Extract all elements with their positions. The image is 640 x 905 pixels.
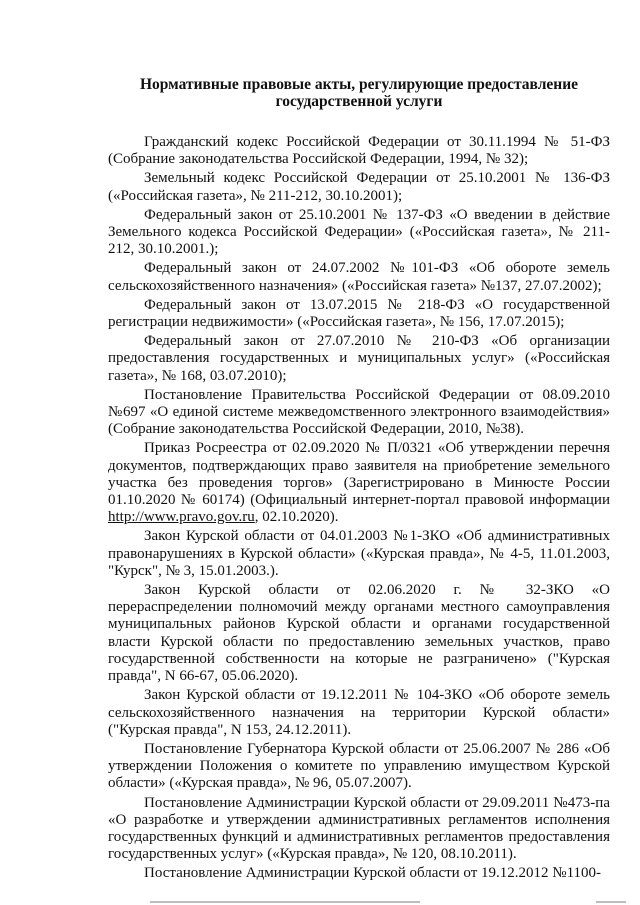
scan-artifact — [150, 901, 420, 903]
paragraph-law-210: Федеральный закон от 27.07.2010 № 210-ФЗ «Об организации предоставления государственных и муниципальных услуг» («Российская газета», № 168, 03.07.2010); — [108, 333, 610, 384]
paragraph-law-137: Федеральный закон от 25.10.2001 № 137-ФЗ «О введении в действие Земельного кодекса Российской Федерации» («Российская газета», № 211-212, 30.10.2001.); — [108, 206, 610, 258]
paragraph-resolution-697: Постановление Правительства Российской Федерации от 08.09.2010 №697 «О единой системе межведомственного электронного взаимодействия» (Собрание законодательства Российской Федерации, 2010, №38). — [108, 386, 610, 438]
paragraph-civil-code: Гражданский кодекс Российской Федерации от 30.11.1994 № 51-ФЗ (Собрание законодательства Российской Федерации, 1994, № 32); — [108, 134, 610, 168]
scan-artifact-corner — [596, 901, 626, 903]
paragraph-kursk-law-104: Закон Курской области от 19.12.2011 № 104-ЗКО «Об обороте земель сельскохозяйственного назначения на территории Курской области» ("Курская правда", N 153, 24.12.2011). — [108, 687, 610, 738]
pravo-gov-link[interactable]: http://www.pravo.gov.ru — [108, 509, 255, 526]
paragraph-governor-286: Постановление Губернатора Курской области от 25.06.2007 № 286 «Об утверждении Положения о комитете по управлению имуществом Курской области» («Курская правда», № 96, 05.07.2007). — [108, 740, 610, 792]
rosreestr-order-text: Приказ Росреестра от 02.09.2020 № П/0321 «Об утверждении перечня документов, подтверждающих право заявителя на приобретение земельного участка без проведения торгов» (Зарегистрировано в Минюсте России 01.10.2020 № 60174) (Официальный интернет-портал правовой информации — [108, 440, 610, 509]
paragraph-land-code: Земельный кодекс Российской Федерации от 25.10.2001 № 136-ФЗ («Российская газета», № 211-212, 30.10.2001); — [108, 170, 610, 204]
paragraph-kursk-law-1: Закон Курской области от 04.01.2003 №1-ЗКО «Об административных правонарушениях в Курской области» («Курская правда», № 4-5, 11.01.2003, "Курск", № 3, 15.01.2003.). — [108, 528, 610, 579]
document-title: Нормативные правовые акты, регулирующие предоставление государственной услуги — [139, 76, 579, 110]
paragraph-administration-473: Постановление Администрации Курской области от 29.09.2011 №473-па «О разработке и утверждении административных регламентов исполнения государственных функций и административных регламентов предоставления государственных услуг» («Курская правда», № 120, 08.10.2011). — [108, 794, 610, 863]
rosreestr-order-tail: , 02.10.2020). — [254, 509, 339, 526]
paragraph-administration-1100: Постановление Администрации Курской области от 19.12.2012 №1100- — [144, 865, 602, 882]
paragraph-kursk-law-32: Закон Курской области от 02.06.2020 г. № 32-ЗКО «О перераспределении полномочий между органами местного самоуправления муниципальных районов Курской области и органами государственной власти Курской области по предоставлению земельных участков, право государственной собственности на которые не разграничено» ("Курская правда", N 66-67, 05.06.2020). — [108, 582, 610, 685]
paragraph-law-218: Федеральный закон от 13.07.2015 № 218-ФЗ «О государственной регистрации недвижимости» («Российская газета», № 156, 17.07.2015); — [108, 296, 610, 331]
paragraph-rosreestr-order — [108, 440, 610, 526]
paragraph-law-101: Федеральный закон от 24.07.2002 №101-ФЗ «Об обороте земель сельскохозяйственного назначения» («Российская газета» №137, 27.07.2002); — [108, 260, 610, 294]
